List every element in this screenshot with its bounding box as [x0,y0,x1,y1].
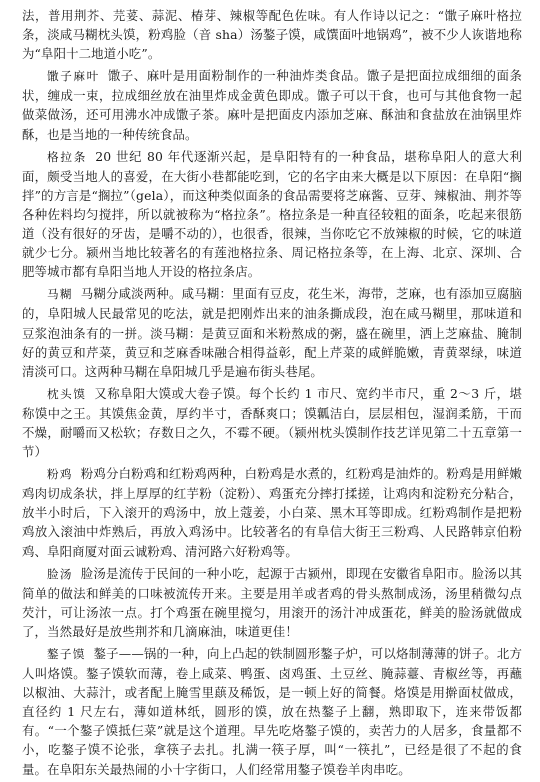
paragraph-text: 馓子、麻叶是用面粉制作的一种油炸类食品。馓子是把面拉成细细的面条状，缠成一束，拉成细丝放在油里炸成金黄色即成。馓子可以干食，也可与其他食物一起做菜做汤，还可用沸水冲成馓子茶。麻叶是把面皮内添加芝麻、酥油和食盐放在油锅里炸酥，也是当地的一种传统食品。 [22,68,522,142]
paragraph-aozimo [22,644,522,779]
paragraph-satang [22,564,522,641]
entry-term: 枕头馍 [47,386,87,401]
paragraph-text: 马糊分咸淡两种。咸马糊：里面有豆皮，花生米，海带，芝麻，也有添加豆腐脑的，阜阳城人民最常见的吃法，就是把刚炸出来的油条撕成段，泡在咸马糊里，那味道和豆浆泡油条有的一拼。淡马糊：是黄豆面和米粉熬成的粥，盛在碗里，洒上芝麻盐、腌制好的黄豆和芹菜，黄豆和芝麻香味融合相得益彰，配上芹菜的咸鲜脆嫩，青黄翠绿，味道清淡可口。这两种马糊在阜阳城几乎是遍布街头巷尾。 [22,286,523,379]
paragraph-mahu [22,284,522,380]
paragraph-text: 又称阜阳大馍或大卷子馍。每个长约 1 市尺、宽约半市尺，重 2～3 斤，堪称馍中之王。其馍焦金黄，厚约半寸，香酥爽口；馍瓤洁白，层层相包，湿润柔筋，干而不燥，耐嚼而又松软；存数日之久，不霉不硬。（颍州枕头馍制作技艺详见第二十五章第一节） [22,385,522,460]
paragraph-text: 20 世纪 80 年代逐渐兴起，是阜阳特有的一种食品，堪称阜阳人的意大利面，颇受当地人的喜爱，在大街小巷都能吃到，它的名字由来大概是以下原因：在阜阳“搁拌”的方言是“搁拉”（gela），而这种类似面条的食品需要将芝麻酱、豆芽、辣椒油、荆芥等各种佐料均匀搅拌，所以就被称为“格拉条”。格拉条是一种直径较粗的面条，吃起来很筋道（没有很好的牙齿，是嚼不动的），也很香，很辣，当你吃它不放辣椒的时候，它的味道就少七分。颍州当地比较著名的有莲池格拉条、周记格拉条等，在上海、北京、深圳、合肥等城市都有阜阳当地人开设的格拉条店。 [22,148,522,280]
entry-term: 粉鸡 [47,467,73,482]
paragraph-text: 鏊子——锅的一种，向上凸起的铁制圆形鏊子炉，可以烙制薄薄的饼子。北方人叫烙馍。鏊子馍软而薄，卷上咸菜、鸭蛋、卤鸡蛋、土豆丝、腌蒜薹、青椒丝等，再蘸以椒油、大蒜汁，或者配上腌雪里蕻及稀饭，是一顿上好的简餐。烙馍是用擀面杖做成，直径约 1 尺左右，薄如道林纸，圆形的馍，放在热鏊子上翻，熟即取下，连来带饭都有。“一个鏊子馍抵仨菜”就是这个道理。早先吃烙鏊子馍的，卖苦力的人居多，食量都不小，吃鏊子馍不论张，拿筷子去扎。扎满一筷子厚，叫“一筷扎”，已经是很了不起的食量。在阜阳东关最热闹的小十字街口，人们经常用鏊子馍卷羊肉串吃。 [22,646,522,777]
paragraph-zhentoumo [22,384,522,461]
paragraph-sanzi-mahua [22,66,522,143]
intro-paragraph [22,6,522,63]
entry-term: 马糊 [47,287,73,302]
paragraph-gelatiao [22,147,522,282]
entry-term: 格拉条 [47,149,88,164]
paragraph-text: 脸汤是流传于民间的一种小吃，起源于古颍州，即现在安徽省阜阳市。脸汤以其简单的做法和鲜美的口味被流传开来。主要是用羊或者鸡的骨头熬制成汤，汤里稍微勾点芡汁，可让汤浓一点。打个鸡蛋在碗里搅匀，用滚开的汤汁冲成蛋花，鲜美的脸汤就做成了，当然最好是放些荆芥和几滴麻油，味道更佳！ [22,565,523,639]
paragraph-text: 法，普用荆芥、芫荽、蒜泥、椿芽、辣椒等配色佐味。有人作诗以记之：“馓子麻叶格拉条，淡咸马糊枕头馍，粉鸡脸（音 sha）汤鏊子馍，咸馔面叶地锅鸡”，被不少人诙谐地称为“阜阳十二地道小吃”。 [22,8,522,62]
entry-term: 鏊子馍 [47,647,86,661]
paragraph-fenji [22,464,522,560]
paragraph-text: 粉鸡分白粉鸡和红粉鸡两种，白粉鸡是水煮的，红粉鸡是油炸的。粉鸡是用鲜嫩鸡肉切成条状，拌上厚厚的红芋粉（淀粉）、鸡蛋充分摔打揉搓，让鸡肉和淀粉充分粘合，放半小时后，下入滚开的鸡汤中，放上蔻姜，小白菜、黑木耳等即成。红粉鸡制作是把粉鸡放入滚油中炸熟后，再放入鸡汤中。比较著名的有阜信大街王三粉鸡、人民路韩京伯粉鸡、阜阳商厦对面云诚粉鸡、清河路六好粉鸡等。 [22,466,523,559]
document-page [22,6,522,782]
entry-term: 脸汤 [47,566,73,581]
entry-term: 馓子麻叶 [47,69,100,84]
